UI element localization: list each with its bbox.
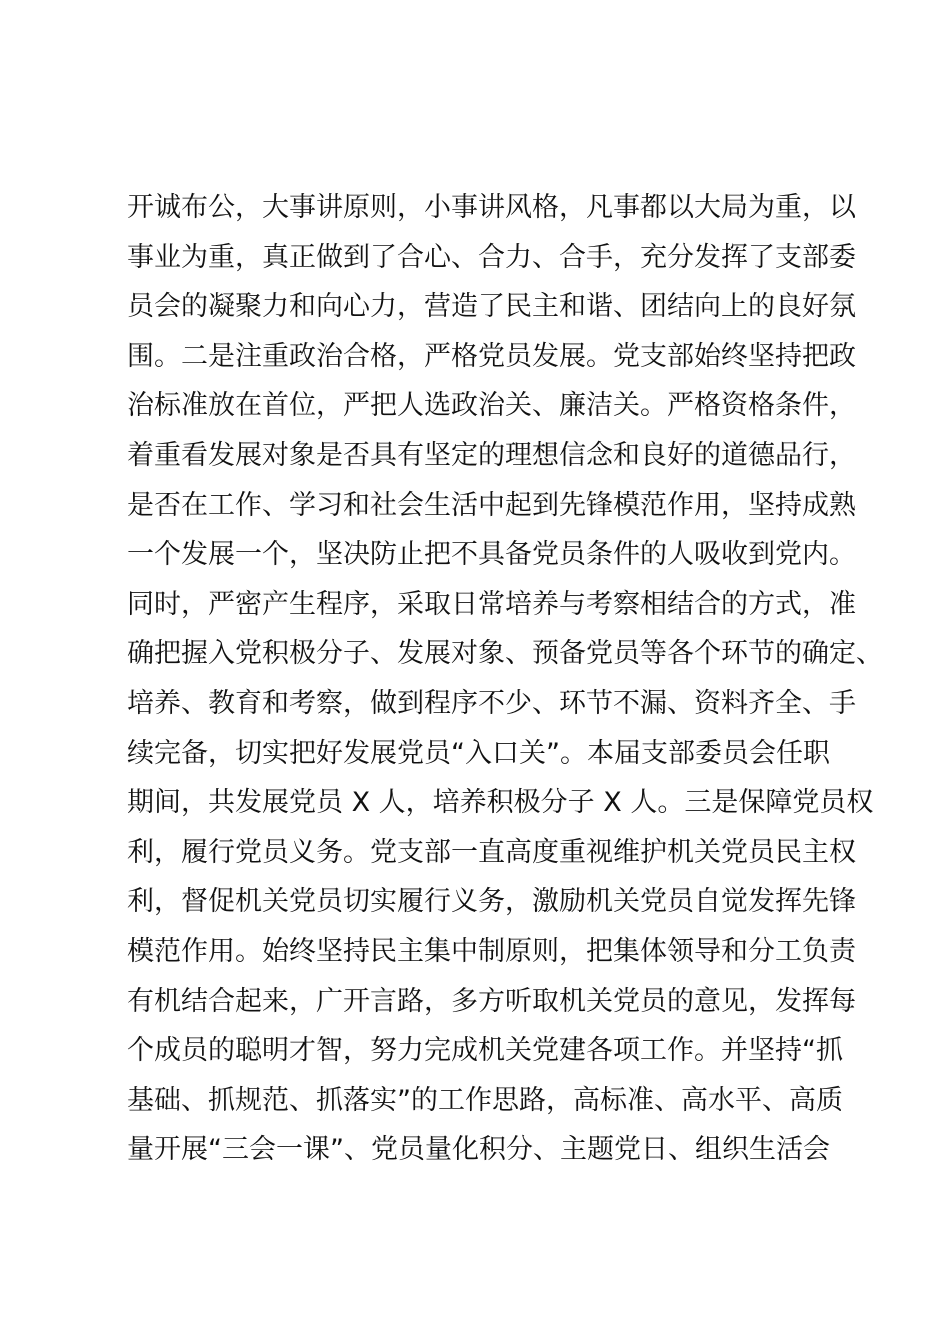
text-line: 围。二是注重政治合格，严格党员发展。党支部始终坚持把政 [127, 340, 856, 372]
text-line: 是否在工作、学习和社会生活中起到先锋模范作用，坚持成熟 [127, 489, 856, 521]
text-line: 一个发展一个，坚决防止把不具备党员条件的人吸收到党内。 [127, 539, 856, 571]
body-text [127, 183, 883, 1175]
text-line: 着重看发展对象是否具有坚定的理想信念和良好的道德品行， [127, 439, 856, 471]
text-line: 模范作用。始终坚持民主集中制原则，把集体领导和分工负责 [127, 935, 856, 967]
text-line: 利，督促机关党员切实履行义务，激励机关党员自觉发挥先锋 [127, 886, 856, 918]
text-line: 治标准放在首位，严把人选政治关、廉洁关。严格资格条件， [127, 390, 856, 422]
text-line: 量开展“三会一课”、党员量化积分、主题党日、组织生活会 [127, 1134, 830, 1166]
text-line: 续完备，切实把好发展党员“入口关”。本届支部委员会任职 [127, 737, 830, 769]
text-line: 事业为重，真正做到了合心、合力、合手，充分发挥了支部委 [127, 241, 856, 273]
text-line: 确把握入党积极分子、发展对象、预备党员等各个环节的确定、 [127, 638, 883, 670]
text-line: 个成员的聪明才智，努力完成机关党建各项工作。并坚持“抓 [127, 1035, 843, 1067]
text-line: 培养、教育和考察，做到程序不少、环节不漏、资料齐全、手 [127, 687, 856, 719]
text-line: 有机结合起来，广开言路，多方听取机关党员的意见，发挥每 [127, 985, 856, 1017]
text-line: 员会的凝聚力和向心力，营造了民主和谐、团结向上的良好氛 [127, 291, 856, 323]
text-line: 开诚布公，大事讲原则，小事讲风格，凡事都以大局为重，以 [127, 192, 856, 223]
text-line: 期间，共发展党员 X 人，培养积极分子 X 人。三是保障党员权 [127, 787, 874, 819]
text-line: 同时，严密产生程序，采取日常培养与考察相结合的方式，准 [127, 588, 856, 620]
text-line: 基础、抓规范、抓落实”的工作思路，高标准、高水平、高质 [127, 1084, 843, 1116]
text-line: 利，履行党员义务。党支部一直高度重视维护机关党员民主权 [127, 836, 856, 868]
